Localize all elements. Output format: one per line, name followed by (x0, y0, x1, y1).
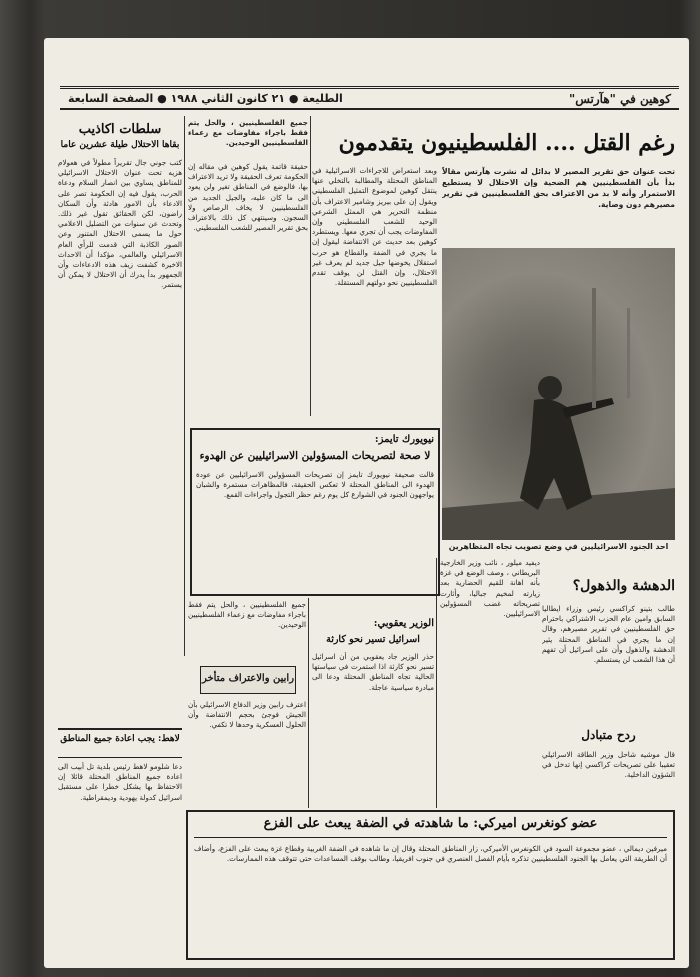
lies-headline: سلطات اكاذيب (78, 122, 162, 137)
column-rule (308, 598, 309, 808)
radh-headline: ردح متبادل (581, 728, 636, 742)
rabin-body: اعترف رابين وزير الدفاع الاسرائيلي بأن الجيش فوجئ بحجم الانتفاضة وأن الحلول العسكرية وحدها لا تكفي. (188, 700, 306, 730)
yaakobi-body: حذر الوزير جاد يعقوبي من أن اسرائيل تسير نحو كارثة اذا استمرت في سياستها الحالية تجاه المناطق المحتلة ودعا الى مبادرة سياسية عاجلة. (312, 652, 434, 692)
middle-filler: جميع الفلسطينيين ، والحل يتم فقط باجراء مفاوضات مع زعماء الفلسطينيين الوحيدين. (188, 600, 306, 630)
column-rule (310, 116, 311, 416)
photo-caption: احد الجنود الاسرائيليين في وضع تصويب تجاه المتظاهرين (448, 542, 669, 551)
column-rule (184, 116, 185, 656)
date-line: الطليعة ● ٢١ كانون الثاني ١٩٨٨ ● الصفحة السابعة (68, 92, 343, 105)
main-lead: تحت عنوان حق تقرير المصير لا بدائل له نشرت هآرتس مقالاً بدأ بأن الفلسطينيين هم الضحية وإن الاحتلال لا يستطيع الاستمرار وأنه لا بد من الاعتراف بحق الفلسطينيين في تقرير مصيرهم دون وصاية. (442, 167, 675, 209)
lahat-headline: لاهط: يجب اعادة جميع المناطق (58, 728, 182, 758)
congress-headline: عضو كونغرس اميركي: ما شاهدته في الضفة يبعث على الفزع (194, 816, 667, 838)
nyt-headline: لا صحة لتصريحات المسؤولين الاسرائيليين عن الهدوء (199, 450, 431, 462)
soldier-silhouette-icon (442, 248, 675, 540)
yaakobi-headline: اسرائيل تسير نحو كارثة (326, 634, 420, 645)
section-title: كوهين في "هآرتس" (568, 91, 671, 106)
negotiation-lead: جميع الفلسطينيين ، والحل يتم فقط باجراء مفاوضات مع زعماء الفلسطينيين الوحيدين. (188, 118, 308, 148)
rabin-tag: رابين والاعتراف متأخر (200, 666, 296, 694)
yaakobi-kicker: الوزير يعقوبي: (373, 618, 434, 629)
lies-subheadline: بقاها الاحتلال طيلة عشرين عاما (60, 140, 180, 150)
dahsha-headline: الدهشة والذهول؟ (572, 578, 675, 594)
congress-body: ميرفين ديمالي ، عضو مجموعة السود في الكونغرس الأميركي، زار المناطق المحتلة وقال إن ما شاهده في الضفة الغربية وقطاع غزة يبعث على الفزع، وأضاف أن الطريقة التي يعامل بها الجنود الفلسطينيين تذكره بأيام الفصل العنصري في جنوب افريقيا، وطالب بوقف المساعدات حتى تتوقف هذه الممارسات. (194, 844, 667, 864)
mellor-body: ديفيد ميلور ، نائب وزير الخارجية البريطاني ، وصف الوضع في غزة بأنه اهانة للقيم الحضارية بعد زيارته لمخيم جباليا، وأثارت تصريحاته غضب المسؤولين الاسرائيليين. (440, 558, 540, 619)
radh-body: قال موشيه شاحل وزير الطاقة الاسرائيلي تعقيبا على تصريحات كراكسي إنها تدخل في الشؤون الداخلية. (542, 750, 675, 780)
nyt-body: قالت صحيفة نيويورك تايمز إن تصريحات المسؤولين الاسرائيليين عن عودة الهدوء الى المناطق المحتلة لا تعكس الحقيقة، فالمظاهرات مستمرة والشبان يواجهون الجنود في الشوارع كل يوم رغم حظر التجول واجراءات القمع. (196, 470, 434, 500)
dahsha-body: طالب بتينو كراكسي رئيس وزراء ايطاليا السابق وامين عام الحزب الاشتراكي باحترام حق الفلسطينيين في تقرير مصيرهم، وقال إن ما يجري في المناطق المحتلة يثير الدهشة والذهول وأن على اسرائيل أن تفهم أن هذا الشعب لن يستسلم. (542, 604, 675, 665)
lies-body: كتب جوني جال تقريراً مطولاً في هعولام هزيه تحت عنوان الاحتلال الاسرائيلي للمناطق يساوي بين انصار السلام ودعاة الحرب، يقول فيه إن الحكومة تصر على الادعاء بأن الامور هادئة وأن السكان راضون، لكن الحقائق تقول غير ذلك. وتحدث عن سنوات من التضليل الاعلامي حول ما يسمى الاحتلال المتنور وعن الصور الكاذبة التي قدمت للرأي العام الاسرائيلي والعالمي، مؤكدا أن الاحداث الاخيرة كشفت زيف هذه الادعاءات وأن الجمهور بدأ يدرك أن الاحتلال لا يمكن أن يستمر. (58, 158, 182, 290)
nyt-kicker: نيويورك تايمز: (374, 434, 434, 445)
lahat-body: دعا شلومو لاهط رئيس بلدية تل أبيب الى اعادة جميع المناطق المحتلة قائلا إن الاحتفاظ بها يشكل خطرا على مستقبل اسرائيل كدولة يهودية وديمقراطية. (58, 762, 182, 802)
main-body: وبعد استعراض للاجراءات الاسرائيلية في المناطق المحتلة والمطالبة بالتخلي عنها ينتقل كوهين لموضوع التمثيل الفلسطيني ويقول إن على بيريز وشامير الاعتراف بأن منظمة التحرير هي الممثل الشرعي الوحيد للشعب الفلسطيني وإن المفاوضات يجب أن تجري معها. ويستطرد كوهين بعد حديث عن الانتفاضة ليقول إن ما يجري في الضفة والقطاع هو حرب استقلال يخوضها جيل جديد لم يعرف غير الاحتلال، وإن القتل لن يوقف تقدم الفلسطينيين نحو دولتهم المستقلة. (312, 166, 437, 288)
newspaper-page (44, 38, 689, 968)
soldier-photo (442, 248, 675, 540)
column-rule (436, 558, 437, 808)
negotiation-body: حقيقة قاتمة يقول كوهين في مقاله إن الحكومة تعرف الحقيقة ولا تريد الاعتراف بها، فالوضع في المناطق تغير ولن يعود الى ما كان عليه، والجيل الجديد من الفلسطينيين لا يخاف الرصاص ولا السجون. وسينتهي كل ذلك بالاعتراف بحق تقرير المصير للشعب الفلسطيني. (188, 162, 308, 233)
main-headline: رغم القتل .... الفلسطينيون يتقدمون (338, 130, 675, 156)
masthead (60, 86, 679, 110)
